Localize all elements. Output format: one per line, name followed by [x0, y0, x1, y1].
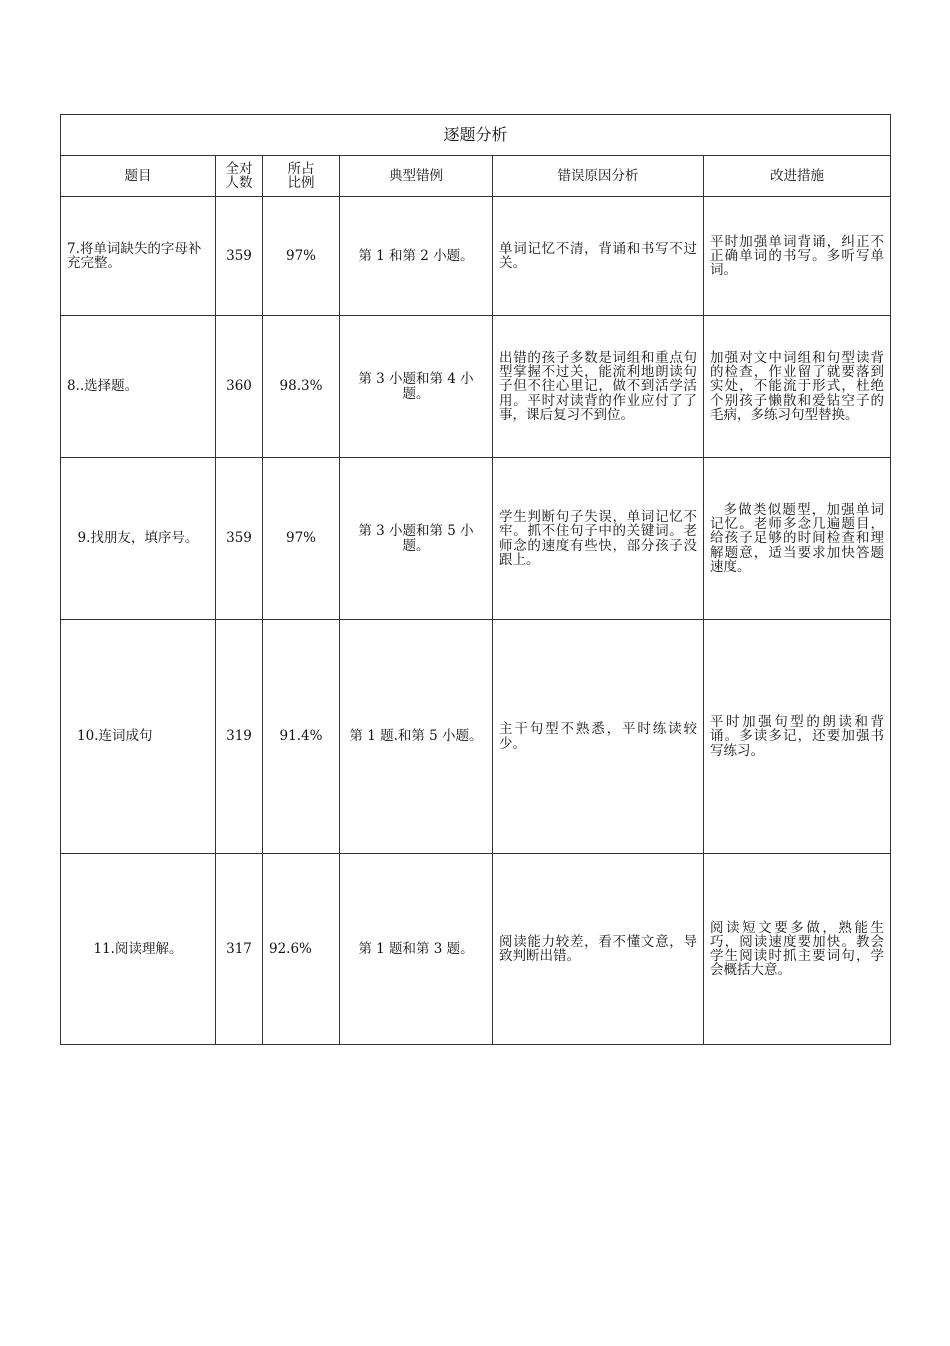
- ratio-cell: 91.4%: [263, 620, 340, 854]
- header-cause: 错误原因分析: [493, 156, 704, 197]
- ratio-cell: 97%: [263, 197, 340, 316]
- question-cell: 11.阅读理解。: [61, 854, 216, 1045]
- table-row: [61, 620, 891, 854]
- cause-cell: 阅读能力较差，看不懂文意，导致判断出错。: [493, 854, 704, 1045]
- question-cell: 9.找朋友，填序号。: [61, 458, 216, 620]
- cause-cell: 单词记忆不清，背诵和书写不过关。: [493, 197, 704, 316]
- ratio-cell: 97%: [263, 458, 340, 620]
- question-cell: 7.将单词缺失的字母补充完整。: [61, 197, 216, 316]
- count-cell: 360: [216, 316, 263, 458]
- header-measure: 改进措施: [704, 156, 891, 197]
- table-title: 逐题分析: [61, 115, 891, 156]
- count-cell: 359: [216, 197, 263, 316]
- analysis-table: [60, 114, 891, 1045]
- measure-cell: 阅读短文要多做，熟能生巧，阅读速度要加快。教会学生阅读时抓主要词句，学会概括大意。: [704, 854, 891, 1045]
- table-row: [61, 197, 891, 316]
- ratio-cell: 98.3%: [263, 316, 340, 458]
- table-row: [61, 316, 891, 458]
- cause-cell: 学生判断句子失误，单词记忆不牢。抓不住句子中的关键词。老师念的速度有些快，部分孩子没跟上。: [493, 458, 704, 620]
- cause-cell: 出错的孩子多数是词组和重点句型掌握不过关，能流利地朗读句子但不往心里记，做不到活学活用。平时对读背的作业应付了了事，课后复习不到位。: [493, 316, 704, 458]
- measure-cell: 多做类似题型，加强单词记忆。老师多念几遍题目，给孩子足够的时间检查和理解题意，适当要求加快答题速度。: [704, 458, 891, 620]
- count-cell: 319: [216, 620, 263, 854]
- header-count: 全对人数: [216, 156, 263, 197]
- cause-cell: 主干句型不熟悉，平时练读较少。: [493, 620, 704, 854]
- typical-error-cell: 第 1 题.和第 5 小题。: [340, 620, 493, 854]
- table-title-row: [61, 115, 891, 156]
- header-question: 题目: [61, 156, 216, 197]
- typical-error-cell: 第 1 题和第 3 题。: [340, 854, 493, 1045]
- measure-cell: 平时加强句型的朗读和背诵。多读多记，还要加强书写练习。: [704, 620, 891, 854]
- typical-error-cell: 第 3 小题和第 4 小题。: [340, 316, 493, 458]
- question-cell: 8..选择题。: [61, 316, 216, 458]
- header-typical-error: 典型错例: [340, 156, 493, 197]
- question-cell: 10.连词成句: [61, 620, 216, 854]
- measure-cell: 加强对文中词组和句型读背的检查，作业留了就要落到实处，不能流于形式，杜绝个别孩子懒散和爱钻空子的毛病，多练习句型替换。: [704, 316, 891, 458]
- count-cell: 359: [216, 458, 263, 620]
- ratio-cell: 92.6%: [263, 854, 340, 1045]
- measure-cell: 平时加强单词背诵，纠正不正确单词的书写。多听写单词。: [704, 197, 891, 316]
- table-row: [61, 854, 891, 1045]
- typical-error-cell: 第 1 和第 2 小题。: [340, 197, 493, 316]
- count-cell: 317: [216, 854, 263, 1045]
- table-header-row: [61, 156, 891, 197]
- header-ratio: 所占比例: [263, 156, 340, 197]
- typical-error-cell: 第 3 小题和第 5 小题。: [340, 458, 493, 620]
- table-row: [61, 458, 891, 620]
